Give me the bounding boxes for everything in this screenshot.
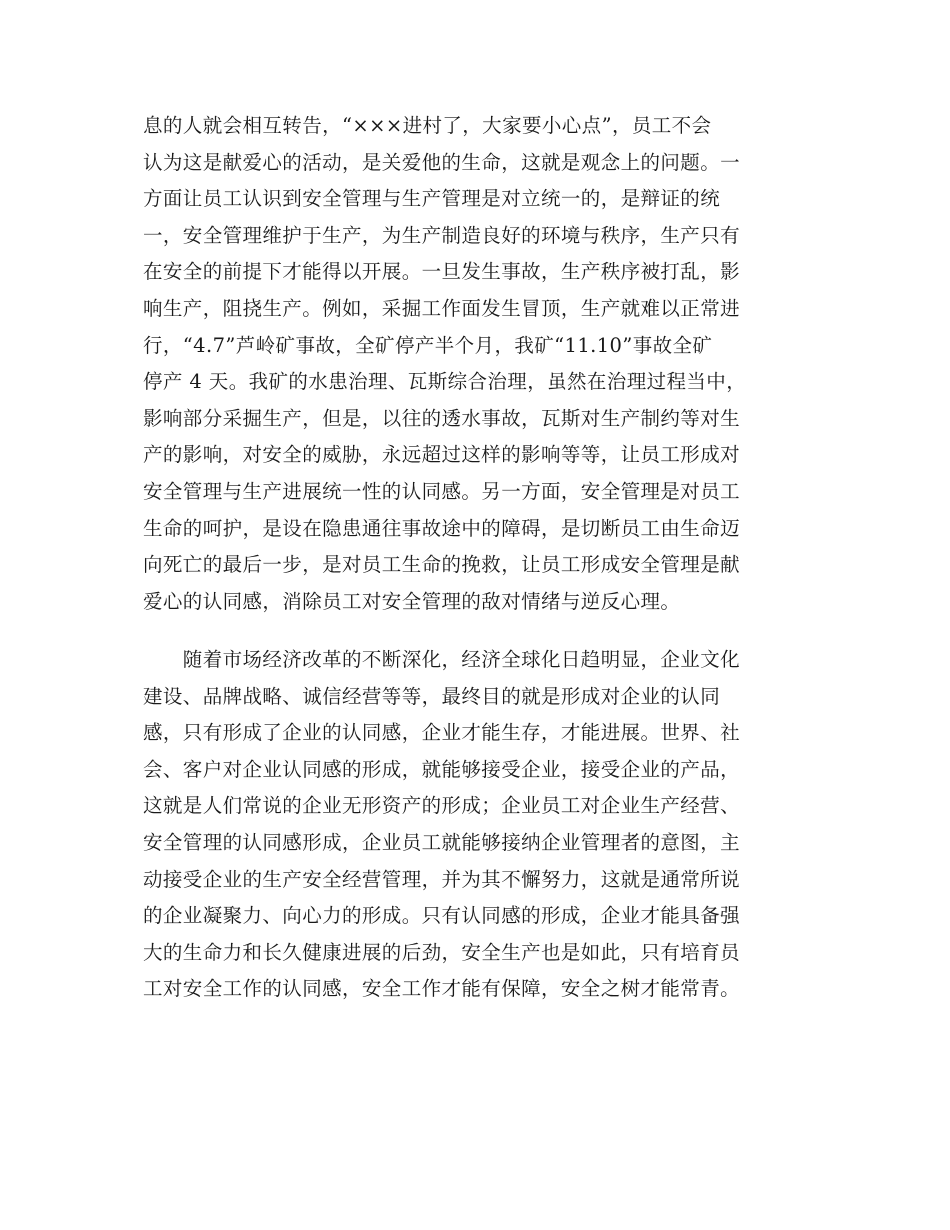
text-line: 感，只有形成了企业的认同感，企业才能生存，才能进展。世界、社 [143, 721, 741, 745]
text-line: 产的影响，对安全的威胁，永远超过这样的影响等等，让员工形成对 [143, 443, 741, 467]
text-line: 向死亡的最后一步，是对员工生命的挽救，让员工形成安全管理是献 [143, 553, 741, 577]
paragraph-enterprise-identity [143, 642, 803, 1008]
text-line: 会、客户对企业认同感的形成，就能够接受企业，接受企业的产品， [143, 757, 741, 781]
text-line: 动接受企业的生产安全经营管理，并为其不懈努力，这就是通常所说 [143, 867, 741, 891]
text-line: 方面让员工认识到安全管理与生产管理是对立统一的，是辩证的统 [143, 187, 721, 211]
text-line: 工对安全工作的认同感，安全工作才能有保障，安全之树才能常青。 [143, 977, 741, 1001]
text-line: 在安全的前提下才能得以开展。一旦发生事故，生产秩序被打乱，影 [143, 260, 741, 284]
text-line: 随着市场经济改革的不断深化，经济全球化日趋明显，企业文化 [143, 648, 741, 671]
paragraph-safety-management [143, 108, 803, 620]
text-line: 认为这是献爱心的活动，是关爱他的生命，这就是观念上的问题。一 [143, 150, 741, 174]
text-line: 的企业凝聚力、向心力的形成。只有认同感的形成，企业才能具备强 [143, 904, 741, 928]
text-line: 生命的呵护，是设在隐患通往事故途中的障碍，是切断员工由生命迈 [143, 516, 741, 540]
text-line: 息的人就会相互转告，“×××进村了，大家要小心点”，员工不会 [143, 114, 712, 137]
text-line: 响生产，阻挠生产。例如，采掘工作面发生冒顶，生产就难以正常进 [143, 296, 741, 320]
text-line: 行，“4.7”芦岭矿事故，全矿停产半个月，我矿“11.10”事故全矿 [143, 333, 713, 357]
text-line: 安全管理的认同感形成，企业员工就能够接纳企业管理者的意图，主 [143, 830, 741, 854]
text-line: 大的生命力和长久健康进展的后劲，安全生产也是如此，只有培育员 [143, 940, 741, 964]
text-line: 影响部分采掘生产，但是，以往的透水事故，瓦斯对生产制约等对生 [143, 406, 741, 430]
text-line: 爱心的认同感，消除员工对安全管理的敌对情绪与逆反心理。 [143, 589, 681, 613]
text-line: 这就是人们常说的企业无形资产的形成；企业员工对企业生产经营、 [143, 794, 741, 818]
text-line: 停产 4 天。我矿的水患治理、瓦斯综合治理，虽然在治理过程当中， [143, 370, 747, 394]
text-line: 建设、品牌战略、诚信经营等等，最终目的就是形成对企业的认同 [143, 684, 721, 708]
text-line: 一，安全管理维护于生产，为生产制造良好的环境与秩序，生产只有 [143, 223, 741, 247]
text-line: 安全管理与生产进展统一性的认同感。另一方面，安全管理是对员工 [143, 479, 741, 503]
